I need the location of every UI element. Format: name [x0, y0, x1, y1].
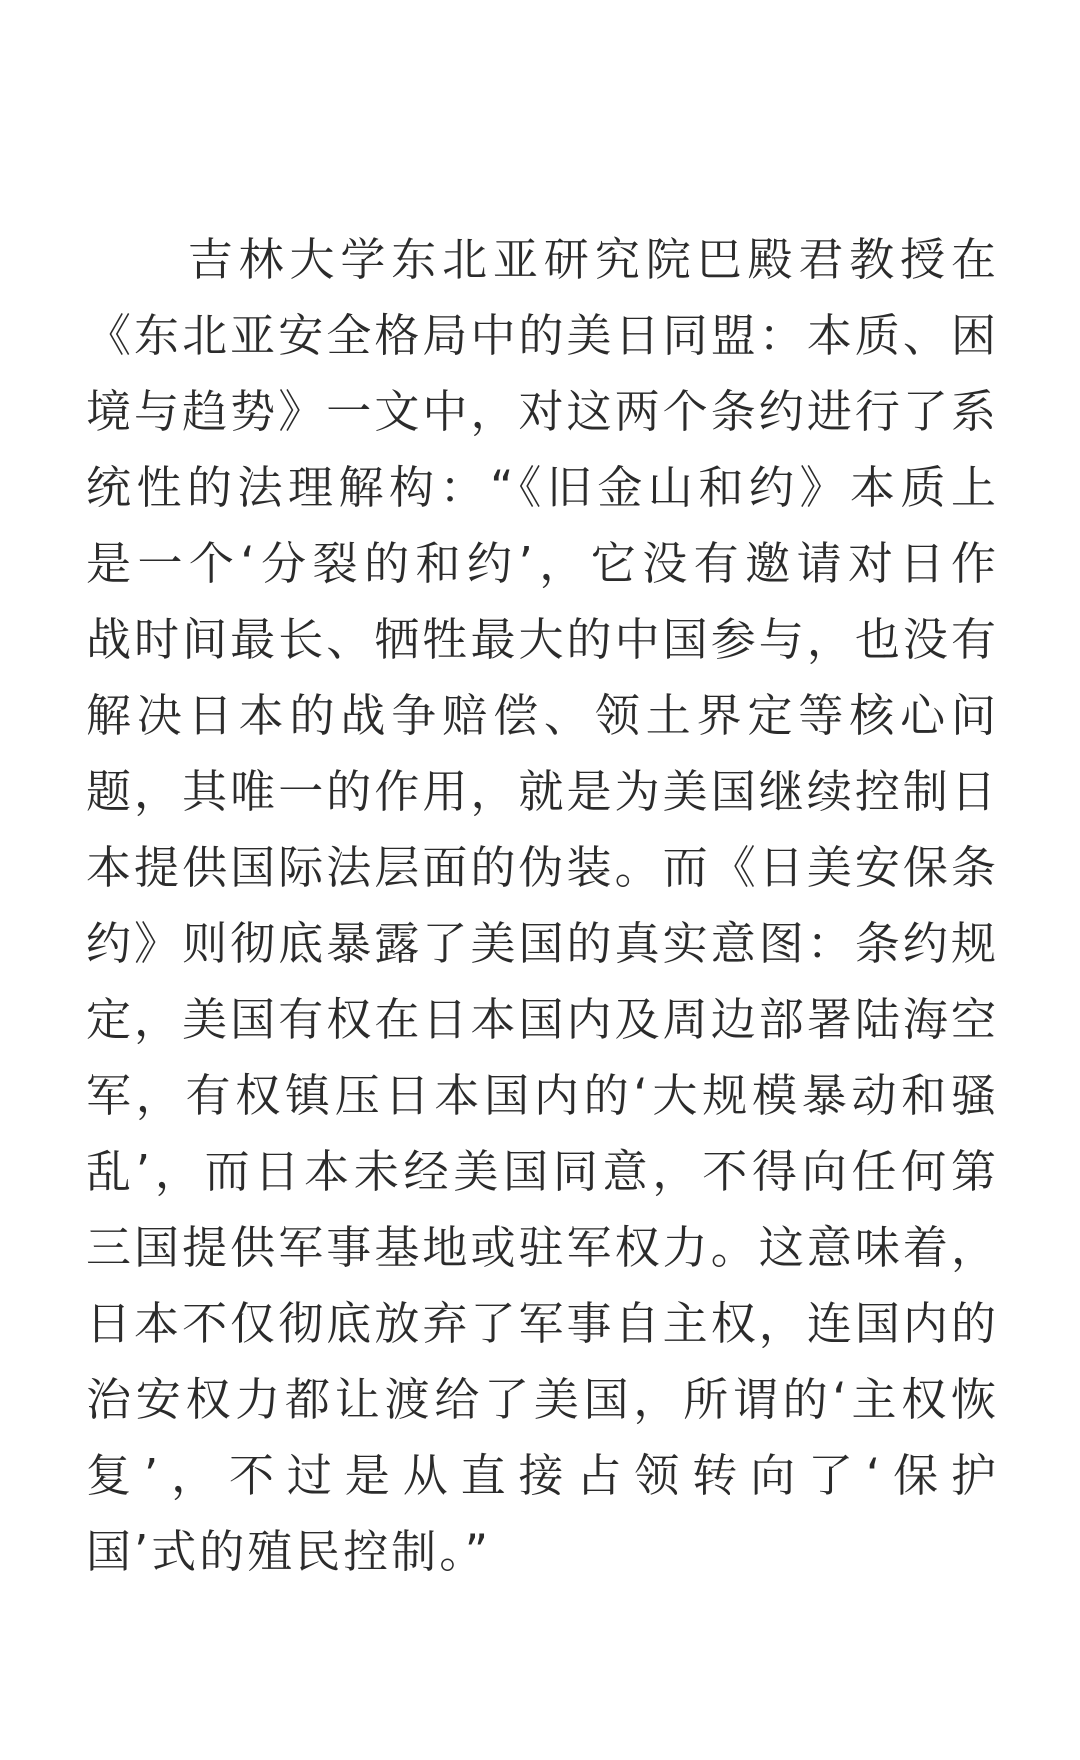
- article-line: 军，有权镇压日本国内的‘大规模暴动和骚: [86, 1069, 999, 1122]
- article-line: 本提供国际法层面的伪装。而《日美安保条: [86, 841, 999, 894]
- article-line: 境与趋势》一文中，对这两个条约进行了系: [86, 385, 999, 438]
- article-line: 是一个‘分裂的和约’，它没有邀请对日作: [86, 537, 999, 590]
- article-line: 战时间最长、牺牲最大的中国参与，也没有: [86, 613, 999, 666]
- article-line: 乱’，而日本未经美国同意，不得向任何第: [86, 1145, 999, 1198]
- article-line: 《东北亚安全格局中的美日同盟：本质、困: [86, 309, 999, 362]
- article-line: 约》则彻底暴露了美国的真实意图：条约规: [86, 917, 999, 970]
- article-line: 国’式的殖民控制。”: [86, 1525, 492, 1578]
- article-line: 解决日本的战争赔偿、领土界定等核心问: [86, 689, 999, 742]
- article-line: 统性的法理解构：“《旧金山和约》本质上: [86, 461, 999, 514]
- article-line: 三国提供军事基地或驻军权力。这意味着，: [86, 1221, 999, 1274]
- article-line: 治安权力都让渡给了美国，所谓的‘主权恢: [86, 1373, 999, 1426]
- article-body: [86, 222, 999, 1590]
- article-line: 题，其唯一的作用，就是为美国继续控制日: [86, 765, 999, 818]
- article-line: 日本不仅彻底放弃了军事自主权，连国内的: [86, 1297, 999, 1350]
- article-line: 吉林大学东北亚研究院巴殿君教授在: [86, 233, 999, 286]
- article-line: 定，美国有权在日本国内及周边部署陆海空: [86, 993, 999, 1046]
- article-line: 复’，不过是从直接占领转向了‘保护: [86, 1449, 999, 1502]
